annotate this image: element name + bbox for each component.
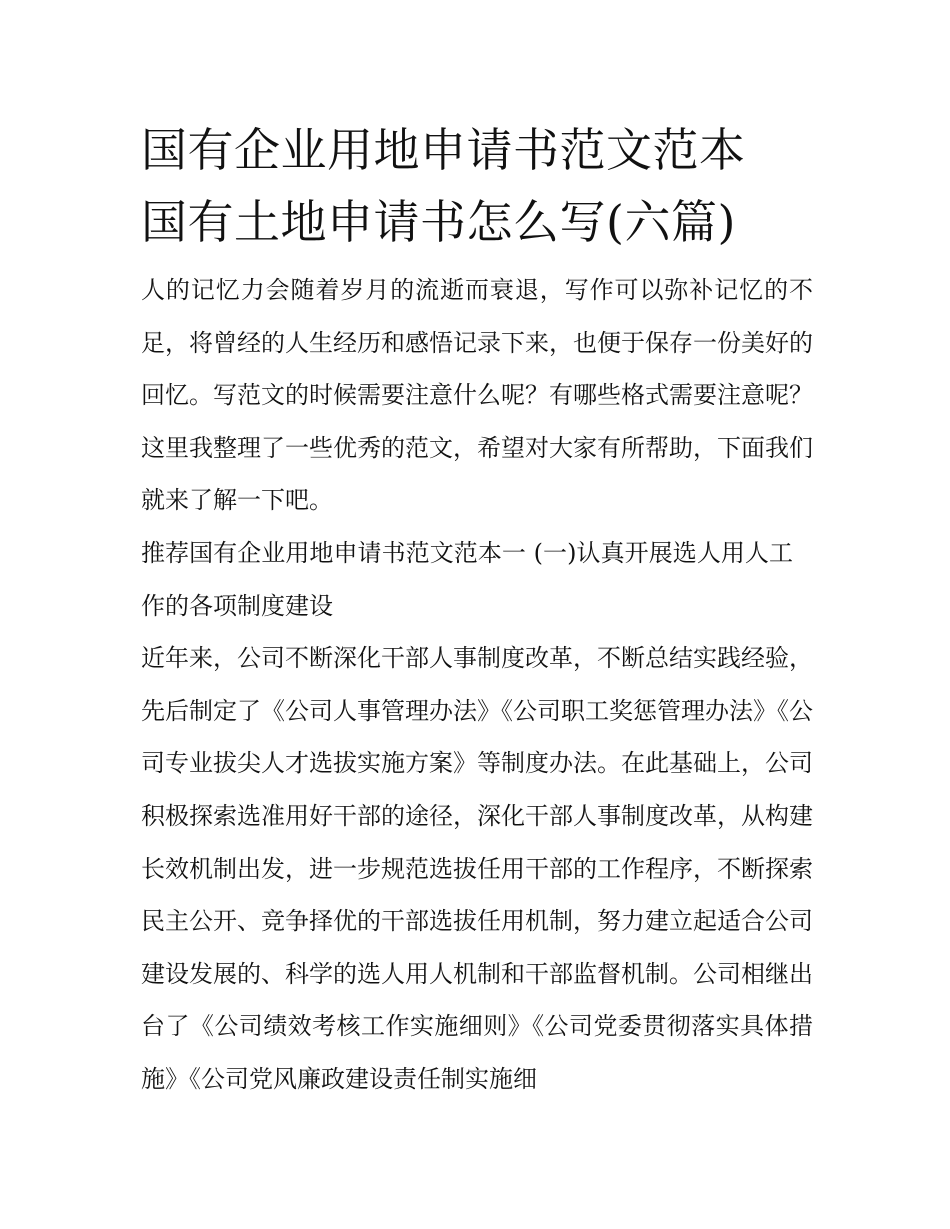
document-title <box>141 114 813 258</box>
intro-paragraph: 人的记忆力会随着岁月的流逝而衰退，写作可以弥补记忆的不足，将曾经的人生经历和感悟记录下来，也便于保存一份美好的回忆。写范文的时候需要注意什么呢？有哪些格式需要注意呢？这里我整理了一些优秀的范文，希望对大家有所帮助，下面我们就来了解一下吧。 <box>141 276 813 515</box>
section-heading: 推荐国有企业用地申请书范文范本一 (一)认真开展选人用人工作的各项制度建设 <box>141 538 793 620</box>
document-content <box>141 114 813 1106</box>
title-line-2: 国有土地申请书怎么写(六篇) <box>141 195 736 249</box>
body-paragraph: 近年来，公司不断深化干部人事制度改革，不断总结实践经验，先后制定了《公司人事管理办法》《公司职工奖惩管理办法》《公司专业拔尖人才选拔实施方案》等制度办法。在此基础上，公司积极探索选准用好干部的途径，深化干部人事制度改革，从构建长效机制出发，进一步规范选拔任用干部的工作程序，不断探索民主公开、竞争择优的干部选拔任用机制，努力建立起适合公司建设发展的、科学的选人用人机制和干部监督机制。公司相继出台了《公司绩效考核工作实施细则》《公司党委贯彻落实具体措施》《公司党风廉政建设责任制实施细 <box>141 644 813 1093</box>
title-line-1: 国有企业用地申请书范文范本 <box>141 123 746 177</box>
